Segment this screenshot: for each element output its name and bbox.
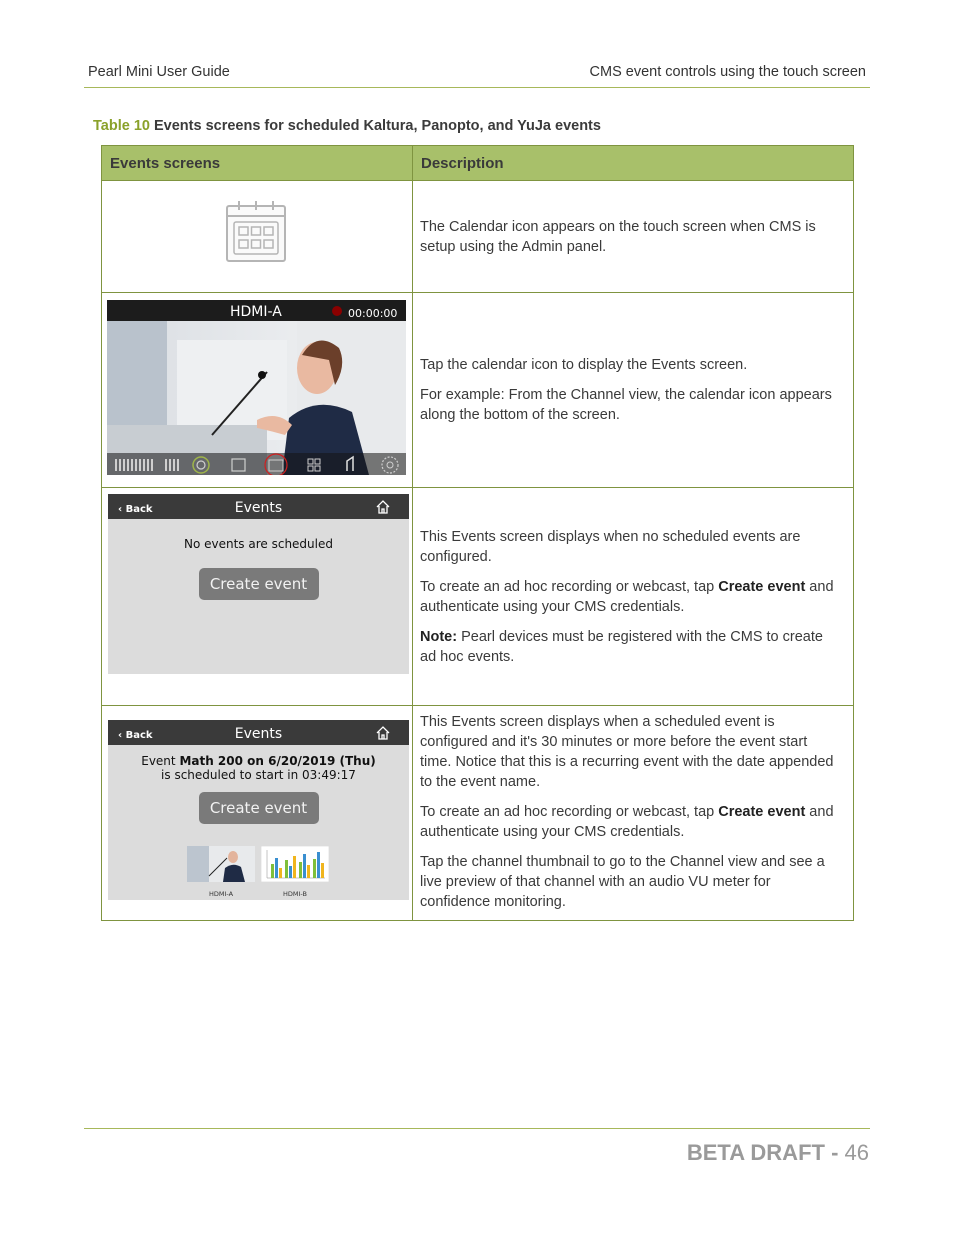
events-title: Events bbox=[234, 500, 283, 516]
description-text-part: and authenticate using your CMS credentials. bbox=[420, 804, 834, 840]
description-text: This Events screen displays when a scheduled event is configured and it's 30 minutes or more before the event start time. Notice that this is a recurring event with the date appended to the event name. bbox=[420, 714, 834, 790]
events-screens-table bbox=[101, 145, 854, 921]
description-text bbox=[420, 802, 841, 842]
event-countdown: is scheduled to start in 03:49:17 bbox=[161, 768, 356, 782]
description-text bbox=[420, 577, 841, 617]
footer-rule bbox=[84, 1128, 870, 1129]
description-text-part: To create an ad hoc recording or webcast, tap bbox=[420, 578, 719, 595]
back-label: Back bbox=[125, 730, 153, 741]
create-event-reference: Create event bbox=[718, 804, 806, 820]
channel-view-cell bbox=[102, 293, 413, 488]
table-row bbox=[102, 488, 854, 706]
description-text: Tap the calendar icon to display the Events screen. bbox=[420, 357, 748, 373]
description-cell bbox=[413, 488, 854, 706]
table-row bbox=[102, 293, 854, 488]
thumbnail-label-hdmi-a: HDMI-A bbox=[208, 890, 234, 898]
table-caption-number: Table 10 bbox=[93, 118, 150, 134]
table-caption bbox=[93, 118, 601, 134]
header-section-title: CMS event controls using the touch screen bbox=[589, 64, 866, 80]
channel-thumbnail-hdmi-a[interactable] bbox=[187, 846, 255, 882]
calendar-icon bbox=[226, 200, 286, 262]
note-label: Note: bbox=[420, 628, 458, 645]
header-rule bbox=[84, 87, 870, 88]
table-row bbox=[102, 181, 854, 293]
table-row bbox=[102, 706, 854, 921]
description-cell bbox=[413, 293, 854, 488]
channel-name: HDMI-A bbox=[230, 304, 282, 320]
table-header-row bbox=[102, 146, 854, 181]
home-icon[interactable] bbox=[375, 499, 391, 515]
create-event-button[interactable]: Create event bbox=[199, 792, 319, 824]
column-header-description: Description bbox=[413, 146, 854, 181]
channel-toolbar bbox=[107, 453, 406, 475]
column-header-screens: Events screens bbox=[102, 146, 413, 181]
note-text bbox=[420, 627, 841, 667]
no-events-message: No events are scheduled bbox=[184, 537, 333, 551]
events-title: Events bbox=[234, 726, 283, 742]
home-icon[interactable] bbox=[375, 725, 391, 741]
events-screen-scheduled bbox=[108, 720, 409, 900]
table-caption-title: Events screens for scheduled Kaltura, Panopto, and YuJa events bbox=[153, 118, 601, 134]
events-screen-empty-cell bbox=[102, 488, 413, 706]
description-cell bbox=[413, 706, 854, 921]
page-number: 46 bbox=[844, 1140, 869, 1165]
calendar-icon-cell bbox=[102, 181, 413, 293]
events-title-bar bbox=[108, 494, 409, 519]
toolbar-icons bbox=[107, 453, 406, 475]
description-text: For example: From the Channel view, the calendar icon appears along the bottom of the screen. bbox=[420, 387, 832, 423]
chevron-left-icon: ‹ bbox=[118, 730, 123, 741]
scheduled-event-message bbox=[108, 754, 409, 782]
description-text-part: To create an ad hoc recording or webcast, tap bbox=[420, 804, 719, 820]
presenter-image bbox=[107, 300, 406, 475]
description-text-part: and authenticate using your CMS credentials. bbox=[420, 578, 834, 615]
recording-time: 00:00:00 bbox=[348, 307, 398, 320]
event-prefix: Event bbox=[141, 754, 180, 768]
description-text: This Events screen displays when no scheduled events are configured. bbox=[420, 528, 801, 565]
description-text: Tap the channel thumbnail to go to the Channel view and see a live preview of that channel with an audio VU meter for confidence monitoring. bbox=[420, 854, 825, 910]
event-name: Math 200 on 6/20/2019 (Thu) bbox=[179, 754, 376, 768]
events-screen-empty bbox=[108, 494, 409, 674]
create-event-button[interactable]: Create event bbox=[199, 568, 319, 600]
chevron-left-icon: ‹ bbox=[118, 504, 123, 515]
thumbnail-label-hdmi-b: HDMI-B bbox=[283, 890, 307, 898]
header-guide-title: Pearl Mini User Guide bbox=[88, 64, 230, 80]
events-screen-scheduled-cell bbox=[102, 706, 413, 921]
create-event-reference: Create event bbox=[718, 578, 806, 595]
back-label: Back bbox=[125, 504, 153, 515]
description-text: The Calendar icon appears on the touch screen when CMS is setup using the Admin panel. bbox=[420, 218, 816, 255]
description-cell bbox=[413, 181, 854, 293]
channel-thumbnail-hdmi-b[interactable] bbox=[261, 846, 329, 882]
note-body: Pearl devices must be registered with the CMS to create ad hoc events. bbox=[420, 628, 823, 665]
events-title-bar bbox=[108, 720, 409, 745]
channel-status-bar bbox=[107, 300, 406, 321]
channel-view-screen bbox=[107, 300, 406, 475]
footer-draft-label: BETA DRAFT - bbox=[686, 1140, 839, 1165]
footer bbox=[687, 1140, 869, 1166]
record-dot-icon bbox=[332, 306, 342, 316]
